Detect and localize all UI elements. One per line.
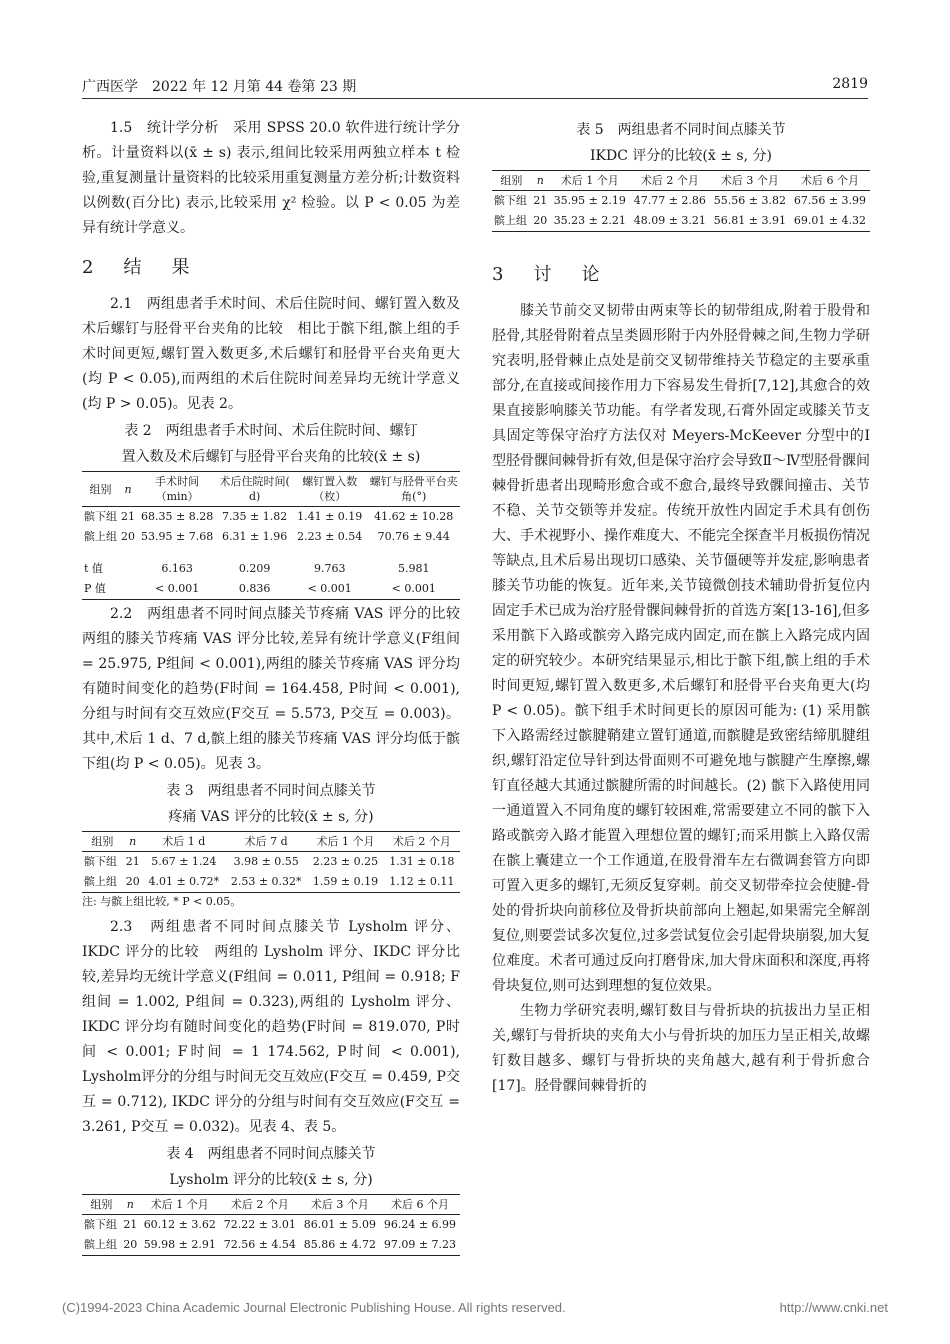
table-cell: 3.98 ± 0.55: [233, 855, 299, 868]
table4-caption-2: Lysholm 评分的比较(x̄ ± s, 分): [169, 1172, 373, 1188]
table-cell: t 值: [84, 562, 103, 575]
table-cell: 1.12 ± 0.11: [389, 875, 455, 888]
table-cell: 髌下组: [84, 1218, 117, 1231]
table-cell: 72.56 ± 4.54: [223, 1238, 296, 1251]
table-cell: 56.81 ± 3.91: [713, 214, 786, 227]
discussion-heading: 3 讨 论: [492, 264, 606, 285]
table-cell: 9.763: [313, 562, 346, 575]
table-cell: 髌上组: [494, 214, 527, 227]
table-header: 螺钉置入数（枚）: [292, 472, 367, 507]
table2-caption-2: 置入数及术后螺钉与胫骨平台夹角的比较(x̄ ± s): [121, 449, 421, 465]
table-header: 术后 1 个月: [307, 832, 383, 852]
left-column: [82, 116, 474, 1256]
table-cell: 0.836: [238, 582, 271, 595]
table-header: 术后 2 个月: [384, 832, 460, 852]
table-cell: 68.35 ± 8.28: [141, 510, 214, 523]
table-header: 组别: [492, 171, 531, 191]
table-cell: 1.59 ± 0.19: [312, 875, 379, 888]
table-row: [82, 872, 460, 893]
table-header: 术后 1 个月: [140, 1195, 220, 1215]
results-2-1: 2.1 两组患者手术时间、术后住院时间、螺钉置入数及术后螺钉与胫骨平台夹角的比较 相比于髌下组,髌上组的手术时间更短,螺钉置入数更多,术后螺钉和胫骨平台夹角更大(均 P < 0.05),而两组的术后住院时间差异均无统计学意义(均 P > 0.05)。见表 2。: [82, 296, 460, 412]
table-cell: 69.01 ± 4.32: [793, 214, 867, 227]
table-header: 术后 1 个月: [550, 171, 630, 191]
table5-caption-2: IKDC 评分的比较(x̄ ± s, 分): [590, 148, 772, 164]
table-header: 术后 2 个月: [220, 1195, 300, 1215]
table-cell: 5.981: [397, 562, 430, 575]
table-cell: 0.209: [238, 562, 271, 575]
page-number: 2819: [832, 76, 868, 92]
table-cell: P 值: [84, 582, 106, 595]
table-cell: 20: [533, 214, 548, 227]
table-row: [82, 1215, 460, 1236]
table-cell: 59.98 ± 2.91: [143, 1238, 216, 1251]
table-row: [82, 507, 460, 528]
results-2-3: 2.3 两组患者不同时间点膝关节 Lysholm 评分、IKDC 评分的比较 两组的 Lysholm 评分、IKDC 评分比较,差异均无统计学意义(F组间 = 0.011, P组间 = 0.918; F组间 = 1.002, P组间 = 0.323),两组的 Lysholm 评分、IKDC 评分均有随时间变化的趋势(F时间 = 819.070, P时间 < 0.001; F时间 = 1 174.562, P时间 < 0.001), Lysholm评分的分组与时间无交互效应(F交互 = 0.459, P交互 = 0.712), IKDC 评分的分组与时间有交互效应(F交互 = 3.261, P交互 = 0.032)。见表 4、表 5。: [82, 919, 460, 1135]
table-header: n: [123, 832, 143, 852]
table-cell: 1.31 ± 0.18: [389, 855, 455, 868]
table-cell: 70.76 ± 9.44: [377, 530, 450, 543]
table3-caption-1: 表 3 两组患者不同时间点膝关节: [166, 783, 376, 799]
results-heading: 2 结 果: [82, 257, 196, 278]
table-cell: 35.23 ± 2.21: [553, 214, 626, 227]
table-cell: 20: [121, 530, 135, 543]
table-cell: 2.53 ± 0.32*: [230, 875, 302, 888]
table-header: 术后 2 个月: [630, 171, 710, 191]
table-cell: 21: [121, 510, 135, 523]
table-cell: 35.95 ± 2.19: [553, 194, 626, 207]
table-header: 手术时间（min）: [137, 472, 217, 507]
table-cell: 41.62 ± 10.28: [374, 510, 454, 523]
table-cell: < 0.001: [391, 582, 436, 595]
table-cell: 髌下组: [84, 855, 117, 868]
table-5: [492, 170, 870, 232]
table-header: 组别: [82, 1195, 121, 1215]
table-cell: 97.09 ± 7.23: [383, 1238, 457, 1251]
running-header: [82, 76, 868, 98]
table-header: 术后 3 个月: [300, 1195, 380, 1215]
table-cell: [119, 559, 137, 579]
table-cell: 60.12 ± 3.62: [143, 1218, 216, 1231]
table4-caption-1: 表 4 两组患者不同时间点膝关节: [166, 1146, 376, 1162]
table-cell: 96.24 ± 6.99: [383, 1218, 457, 1231]
table-cell: 55.56 ± 3.82: [713, 194, 786, 207]
table3-caption-2: 疼痛 VAS 评分的比较(x̄ ± s, 分): [168, 809, 374, 825]
journal-info: 广西医学 2022 年 12 月第 44 卷第 23 期: [82, 79, 357, 95]
table-cell: 85.86 ± 4.72: [303, 1238, 376, 1251]
table-4: [82, 1194, 460, 1256]
table-header: 组别: [82, 832, 123, 852]
table-cell: 48.09 ± 3.21: [633, 214, 706, 227]
table-header: 术后 6 个月: [380, 1195, 460, 1215]
table-header: 术后 3 个月: [710, 171, 790, 191]
table-cell: 21: [125, 855, 140, 868]
header-rule: [82, 98, 868, 99]
table-row: [82, 852, 460, 873]
table-header: 术后住院时间( d): [217, 472, 292, 507]
table-cell: < 0.001: [155, 582, 200, 595]
table-cell: 1.41 ± 0.19: [297, 510, 363, 523]
discussion-paragraph-1: 膝关节前交叉韧带由两束等长的韧带组成,附着于股骨和胫骨,其胫骨附着点呈类圆形附于内外胫骨棘之间,生物力学研究表明,胫骨棘止点处是前交叉韧带维持关节稳定的主要承重部分,在直接或间接作用力下容易发生骨折[7,12],其愈合的效果直接影响膝关节功能。有学者发现,石膏外固定或膝关节支具固定等保守治疗方法仅对 Meyers-McKeever 分型中的Ⅰ型胫骨髁间棘骨折有效,但是保守治疗会导致Ⅱ～Ⅳ型胫骨髁间棘骨折患者出现畸形愈合或不愈合,最终导致髁间撞击、关节不稳、关节交锁等并发症。传统开放性内固定手术具有创伤大、手术视野小、操作难度大、不能完全探查半月板损伤情况等缺点,且术后易出现切口感染、关节僵硬等并发症,影响患者膝关节功能的恢复。近年来,关节镜微创技术辅助骨折复位内固定手术已成为治疗胫骨髁间棘骨折的首选方案[13-16],但多采用髌下入路或髌旁入路完成内固定,而在髌上入路完成内固定的研究较少。本研究结果显示,相比于髌下组,髌上组的手术时间更短,螺钉置入数更多,术后螺钉和胫骨平台夹角更大(均 P < 0.05)。髌下组手术时间更长的原因可能为: (1) 采用髌下入路需经过髌腱鞘建立置钉通道,而髌腱是致密结缔肌腱组织,螺钉沿定位导针到达骨面则不可避免地与髌腱产生摩擦,螺钉直径越大其通过髌腱所需的时间越长。(2) 髌下入路使用同一通道置入不同角度的螺钉较困难,常需要建立不同的髌下入路或髌旁入路才能置入理想位置的螺钉;而采用髌上入路仅需在髌上囊建立一个工作通道,在股骨滑车左右微调套管方向即可置入更多的螺钉,无须反复穿刺。前交叉韧带牵拉会使腱-骨处的骨折块向前移位及骨折块前部向上翘起,如果需完全解剖复位,则要尝试多次复位,过多尝试复位会引起骨块崩裂,加大复位难度。术者可通过反向打磨骨床,加大骨床面积和深度,再将骨块复位,则可达到理想的复位效果。: [492, 303, 870, 994]
table-cell: 21: [533, 194, 548, 207]
table2-caption-1: 表 2 两组患者手术时间、术后住院时间、螺钉: [124, 423, 418, 439]
stats-paragraph: 1.5 统计学分析 采用 SPSS 20.0 软件进行统计学分析。计量资料以(x̄ ± s) 表示,组间比较采用两独立样本 t 检验,重复测量计量资料的比较采用重复测量方差分析;计数资料以例数(百分比) 表示,比较采用 χ² 检验。以 P < 0.05 为差异有统计学意义。: [82, 120, 460, 236]
copyright-notice: (C)1994-2023 China Academic Journal Electronic Publishing House. All rights reserved.: [62, 1300, 566, 1315]
table-row: [492, 191, 870, 212]
table-cell: 20: [125, 875, 140, 888]
table-cell: < 0.001: [307, 582, 352, 595]
table-cell: 髌上组: [84, 1238, 117, 1251]
table-cell: 72.22 ± 3.01: [223, 1218, 296, 1231]
table-row: [82, 559, 460, 579]
table-row: [82, 527, 460, 547]
table-header: n: [121, 1195, 140, 1215]
table-cell: 7.35 ± 1.82: [222, 510, 288, 523]
table-header: 术后 6 个月: [790, 171, 870, 191]
table-cell: 髌下组: [84, 510, 117, 523]
table5-caption-1: 表 5 两组患者不同时间点膝关节: [576, 122, 786, 138]
table3-note: 注: 与髌上组比较, * P < 0.05。: [82, 895, 242, 908]
discussion-paragraph-2: 生物力学研究表明,螺钉数目与骨折块的抗拔出力呈正相关,螺钉与骨折块的夹角大小与骨折块的加压力呈正相关,故螺钉数目越多、螺钉与骨折块的夹角越大,越有利于骨折愈合[17]。胫骨髁间棘骨折的: [492, 1003, 870, 1094]
table-cell: [119, 579, 137, 600]
table-cell: 53.95 ± 7.68: [141, 530, 214, 543]
table-header: 螺钉与胫骨平台夹角(°): [367, 472, 460, 507]
table-header: n: [119, 472, 137, 507]
table-cell: 21: [123, 1218, 138, 1231]
table-cell: 髌上组: [84, 875, 117, 888]
right-column: [492, 116, 870, 1099]
table-header: n: [531, 171, 550, 191]
table-cell: 20: [123, 1238, 138, 1251]
table-cell: 4.01 ± 0.72*: [148, 875, 220, 888]
table-row: [492, 211, 870, 232]
table-header: 术后 1 d: [143, 832, 225, 852]
table-cell: 86.01 ± 5.09: [303, 1218, 376, 1231]
table-cell: 髌上组: [84, 530, 117, 543]
table-cell: 47.77 ± 2.86: [633, 194, 706, 207]
site-link[interactable]: http://www.cnki.net: [779, 1300, 888, 1315]
table-cell: 6.163: [161, 562, 193, 575]
table-2: [82, 471, 460, 600]
table-row: [82, 579, 460, 600]
table-cell: 67.56 ± 3.99: [793, 194, 867, 207]
table-cell: 2.23 ± 0.54: [297, 530, 363, 543]
table-cell: 2.23 ± 0.25: [312, 855, 379, 868]
table-cell: 6.31 ± 1.96: [222, 530, 288, 543]
table-header: 组别: [82, 472, 119, 507]
table-cell: 髌下组: [494, 194, 527, 207]
table-header: 术后 7 d: [225, 832, 307, 852]
table-cell: 5.67 ± 1.24: [151, 855, 217, 868]
results-2-2: 2.2 两组患者不同时间点膝关节疼痛 VAS 评分的比较 两组的膝关节疼痛 VAS 评分比较,差异有统计学意义(F组间 = 25.975, P组间 < 0.001),两组的膝关节疼痛 VAS 评分均有随时间变化的趋势(F时间 = 164.458, P时间 < 0.001),分组与时间有交互效应(F交互 = 5.573, P交互 = 0.003)。其中,术后 1 d、7 d,髌上组的膝关节疼痛 VAS 评分均低于髌下组(均 P < 0.05)。见表 3。: [82, 606, 474, 772]
table-row: [82, 1235, 460, 1256]
table-3: [82, 831, 460, 893]
